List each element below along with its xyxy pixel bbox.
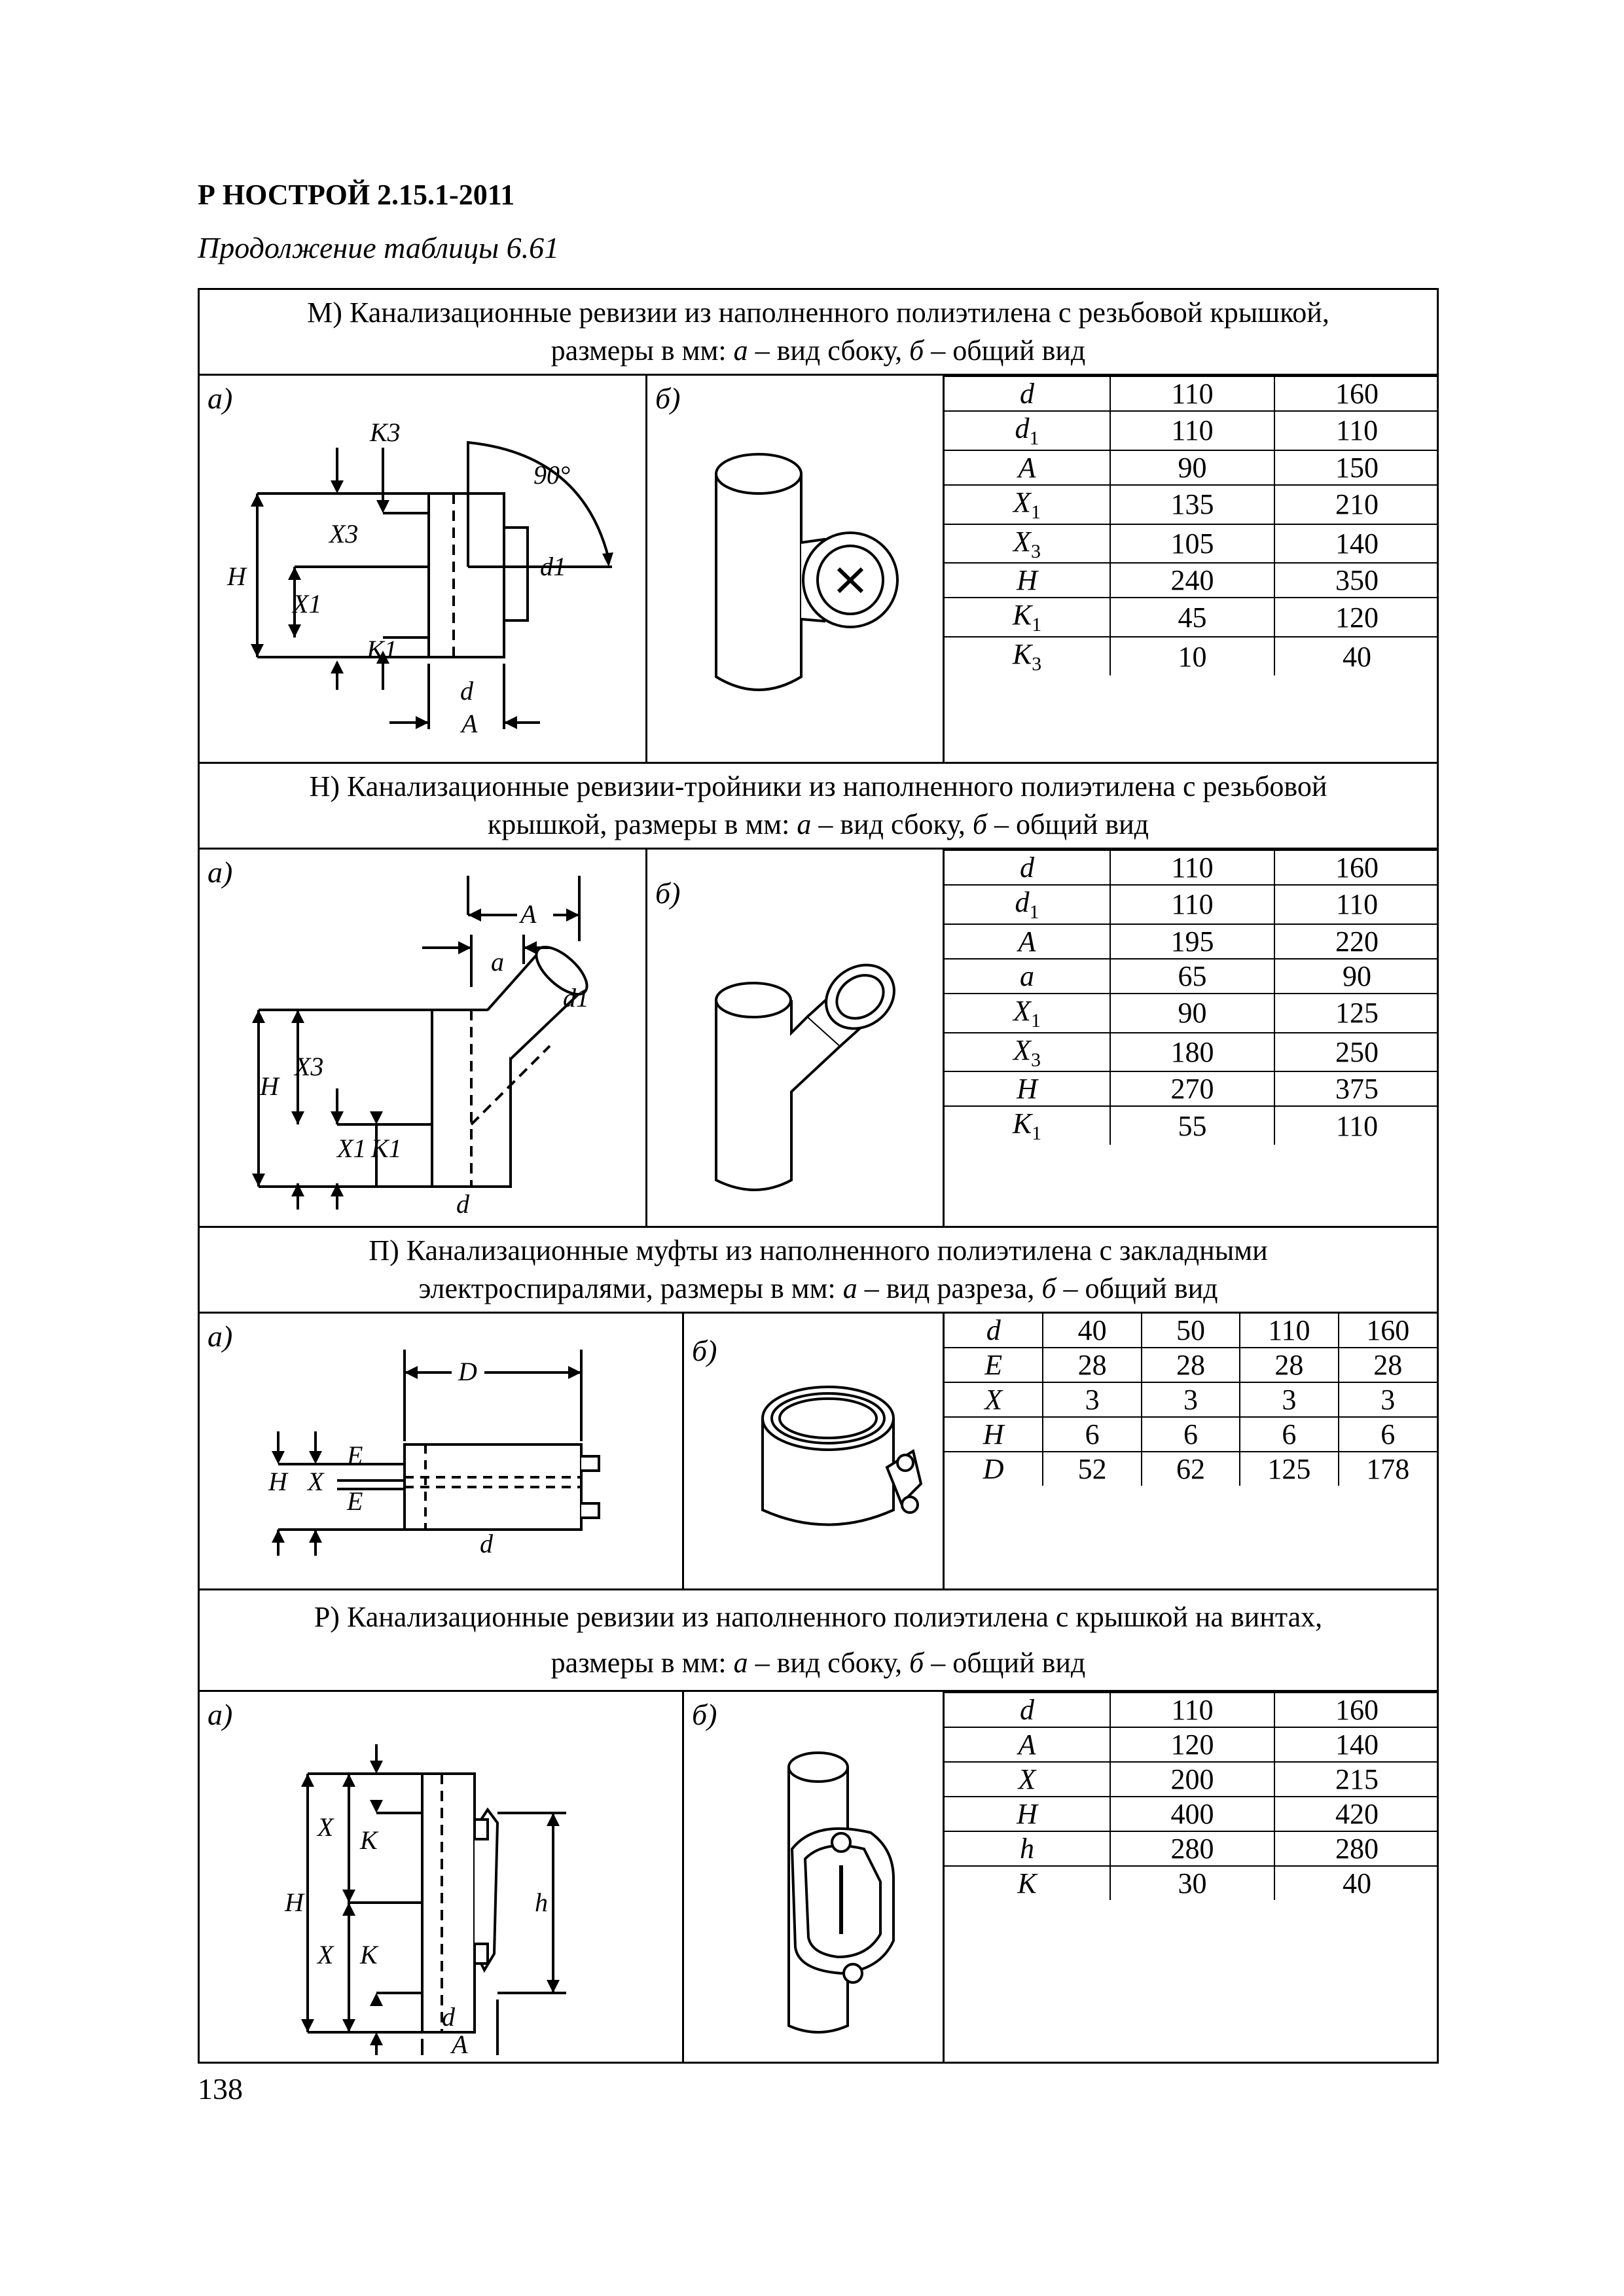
dim-value: 150 bbox=[1274, 450, 1439, 485]
dim-symbol: d bbox=[945, 376, 1110, 411]
dim-symbol: H bbox=[945, 1797, 1110, 1831]
dim-row bbox=[945, 885, 1439, 924]
dim-row bbox=[945, 1452, 1437, 1486]
dim-symbol: H bbox=[945, 1071, 1110, 1106]
dim-value: 110 bbox=[1110, 1693, 1274, 1727]
dim-row bbox=[945, 1831, 1439, 1866]
label-angle: 90° bbox=[533, 460, 570, 490]
dim-value: 120 bbox=[1274, 598, 1439, 637]
dim-value: 110 bbox=[1110, 885, 1274, 924]
label-a: A bbox=[452, 2030, 468, 2058]
dim-value: 350 bbox=[1274, 563, 1439, 598]
section-p-general-view: б) bbox=[683, 1313, 944, 1590]
section-p-title: П) Канализационные муфты из наполненного полиэтилена с закладными электроспиралями, размеры в мм: а – вид разреза, б – общий вид bbox=[199, 1227, 1438, 1313]
dim-symbol: A bbox=[945, 450, 1110, 485]
dim-value: 135 bbox=[1110, 485, 1274, 524]
section-m-general-drawing bbox=[647, 376, 945, 759]
label-k1: K1 bbox=[371, 1134, 402, 1163]
label-d: d bbox=[456, 1189, 469, 1219]
label-x: X bbox=[308, 1467, 324, 1496]
dim-symbol: E bbox=[945, 1348, 1043, 1382]
dim-value: 28 bbox=[1240, 1348, 1338, 1382]
dim-value: 180 bbox=[1110, 1033, 1274, 1072]
dim-value: 195 bbox=[1110, 924, 1274, 959]
dim-symbol: D bbox=[945, 1452, 1043, 1486]
dim-value: 140 bbox=[1274, 524, 1439, 564]
dim-row bbox=[945, 1348, 1437, 1382]
label-e-bot: E bbox=[347, 1486, 363, 1516]
table-continuation-caption: Продолжение таблицы 6.61 bbox=[198, 231, 560, 264]
dim-value: 200 bbox=[1110, 1762, 1274, 1797]
dim-value: 3 bbox=[1043, 1382, 1141, 1417]
dim-row bbox=[945, 1106, 1439, 1145]
dim-value: 55 bbox=[1110, 1106, 1274, 1145]
dim-row bbox=[945, 524, 1439, 564]
dim-value: 110 bbox=[1110, 850, 1274, 885]
section-m-dim-table bbox=[945, 376, 1439, 675]
label-a: A bbox=[461, 709, 478, 738]
dim-value: 270 bbox=[1110, 1071, 1274, 1106]
dim-value: 110 bbox=[1110, 376, 1274, 411]
dim-value: 3 bbox=[1339, 1382, 1437, 1417]
dim-value: 125 bbox=[1240, 1452, 1338, 1486]
dim-value: 52 bbox=[1043, 1452, 1141, 1486]
dim-symbol: d bbox=[945, 1693, 1110, 1727]
dim-value: 62 bbox=[1142, 1452, 1240, 1486]
dim-value: 215 bbox=[1274, 1762, 1439, 1797]
dim-symbol: A bbox=[945, 924, 1110, 959]
dim-value: 420 bbox=[1274, 1797, 1439, 1831]
label-x-bot: X bbox=[317, 1940, 334, 1969]
label-k1: K1 bbox=[367, 635, 397, 664]
section-n-general-drawing bbox=[647, 850, 945, 1223]
dim-symbol: $X_1$ bbox=[945, 485, 1110, 524]
label-k-top: K bbox=[360, 1825, 378, 1855]
dim-value: 90 bbox=[1110, 450, 1274, 485]
dim-value: 3 bbox=[1240, 1382, 1338, 1417]
section-r-title: Р) Канализационные ревизии из наполненного полиэтилена с крышкой на винтах, размеры в мм: а – вид сбоку, б – общий вид bbox=[199, 1590, 1438, 1691]
dim-symbol: $K_1$ bbox=[945, 598, 1110, 637]
section-n-side-view: а) A a d1 X3 H X1 K1 d bbox=[199, 849, 647, 1227]
dim-symbol: X bbox=[945, 1762, 1110, 1797]
dim-row bbox=[945, 637, 1439, 675]
dim-value: 210 bbox=[1274, 485, 1439, 524]
section-m-title: М) Канализационные ревизии из наполненного полиэтилена с резьбовой крышкой, размеры в мм: а – вид сбоку, б – общий вид bbox=[199, 289, 1438, 375]
label-h: H bbox=[260, 1071, 279, 1101]
dim-row bbox=[945, 959, 1439, 994]
dim-value: 400 bbox=[1110, 1797, 1274, 1831]
dim-value: 65 bbox=[1110, 959, 1274, 994]
section-r-general-drawing bbox=[684, 1692, 945, 2058]
dim-value: 28 bbox=[1339, 1348, 1437, 1382]
dim-row bbox=[945, 1797, 1439, 1831]
label-e-top: E bbox=[347, 1441, 363, 1470]
dim-row bbox=[945, 450, 1439, 485]
dim-value: 90 bbox=[1274, 959, 1439, 994]
fittings-table bbox=[198, 288, 1439, 2064]
label-h-small: h bbox=[535, 1888, 548, 1917]
dim-row bbox=[945, 850, 1439, 885]
dim-symbol: h bbox=[945, 1831, 1110, 1866]
dim-row bbox=[945, 1033, 1439, 1072]
dim-value: 160 bbox=[1274, 850, 1439, 885]
dim-value: 110 bbox=[1274, 1106, 1439, 1145]
dim-value: 160 bbox=[1274, 376, 1439, 411]
dim-symbol: $K_3$ bbox=[945, 637, 1110, 675]
dim-value: 6 bbox=[1339, 1417, 1437, 1452]
dim-symbol: $X_3$ bbox=[945, 524, 1110, 564]
dim-symbol: $X_1$ bbox=[945, 994, 1110, 1033]
dim-value: 110 bbox=[1274, 885, 1439, 924]
label-x1: X1 bbox=[293, 589, 322, 619]
dim-value: 50 bbox=[1142, 1314, 1240, 1348]
dim-row bbox=[945, 598, 1439, 637]
section-p-section-view: а) D E H X E d bbox=[199, 1313, 683, 1590]
dim-row bbox=[945, 994, 1439, 1033]
dim-value: 28 bbox=[1043, 1348, 1141, 1382]
dim-value: 6 bbox=[1043, 1417, 1141, 1452]
dim-value: 6 bbox=[1142, 1417, 1240, 1452]
dim-value: 120 bbox=[1110, 1727, 1274, 1762]
dim-symbol: $K_1$ bbox=[945, 1106, 1110, 1145]
section-r-side-view: а) X K H h X K d A bbox=[199, 1691, 683, 2063]
dim-row bbox=[945, 485, 1439, 524]
dim-symbol: a bbox=[945, 959, 1110, 994]
dim-value: 160 bbox=[1274, 1693, 1439, 1727]
label-a-big: A bbox=[520, 899, 537, 929]
dim-value: 40 bbox=[1043, 1314, 1141, 1348]
label-d: d bbox=[442, 2002, 455, 2032]
page-number: 138 bbox=[198, 2072, 243, 2106]
dim-value: 40 bbox=[1274, 637, 1439, 675]
dim-row bbox=[945, 1762, 1439, 1797]
dim-row bbox=[945, 1314, 1437, 1348]
section-m-dimensions bbox=[944, 375, 1438, 763]
section-r-dim-table bbox=[945, 1692, 1439, 1900]
label-d: d bbox=[480, 1529, 493, 1558]
document-id: Р НОСТРОЙ 2.15.1-2011 bbox=[198, 179, 515, 211]
label-d: d bbox=[460, 676, 473, 706]
section-n-title: Н) Канализационные ревизии-тройники из наполненного полиэтилена с резьбовой крышкой, размеры в мм: а – вид сбоку, б – общий вид bbox=[199, 763, 1438, 849]
section-r-general-view: б) bbox=[683, 1691, 944, 2063]
dim-value: 45 bbox=[1110, 598, 1274, 637]
dim-row bbox=[945, 1693, 1439, 1727]
dim-symbol: X bbox=[945, 1382, 1043, 1417]
section-n-general-view: б) bbox=[647, 849, 944, 1227]
dim-value: 105 bbox=[1110, 524, 1274, 564]
section-m-side-view: а) K3 90° X3 H d1 X1 K1 d A bbox=[199, 375, 647, 763]
dim-value: 40 bbox=[1274, 1866, 1439, 1900]
dim-value: 240 bbox=[1110, 563, 1274, 598]
dim-value: 90 bbox=[1110, 994, 1274, 1033]
dim-row bbox=[945, 1866, 1439, 1900]
section-m-general-view: б) bbox=[647, 375, 944, 763]
dim-value: 3 bbox=[1142, 1382, 1240, 1417]
section-r-dimensions bbox=[944, 1691, 1438, 2063]
dim-value: 280 bbox=[1274, 1831, 1439, 1866]
dim-symbol: $d_1$ bbox=[945, 411, 1110, 450]
label-d-big: D bbox=[458, 1357, 477, 1386]
label-x1: X1 bbox=[337, 1134, 367, 1163]
dim-value: 125 bbox=[1274, 994, 1439, 1033]
dim-symbol: $X_3$ bbox=[945, 1033, 1110, 1072]
dim-symbol: $d_1$ bbox=[945, 885, 1110, 924]
section-r-side-drawing bbox=[200, 1692, 684, 2058]
dim-value: 6 bbox=[1240, 1417, 1338, 1452]
label-a-small: a bbox=[491, 947, 504, 977]
dim-value: 178 bbox=[1339, 1452, 1437, 1486]
dim-row bbox=[945, 376, 1439, 411]
dim-row bbox=[945, 411, 1439, 450]
section-n-dim-table bbox=[945, 850, 1439, 1145]
dim-value: 375 bbox=[1274, 1071, 1439, 1106]
label-x3: X3 bbox=[295, 1052, 324, 1081]
dim-value: 280 bbox=[1110, 1831, 1274, 1866]
dim-value: 30 bbox=[1110, 1866, 1274, 1900]
dim-value: 110 bbox=[1240, 1314, 1338, 1348]
section-p-dimensions bbox=[944, 1313, 1438, 1590]
label-x-top: X bbox=[317, 1812, 334, 1842]
section-m-side-drawing bbox=[200, 376, 647, 759]
dim-symbol: H bbox=[945, 563, 1110, 598]
section-p-section-drawing bbox=[200, 1314, 684, 1585]
dim-value: 140 bbox=[1274, 1727, 1439, 1762]
label-k3: K3 bbox=[370, 418, 401, 447]
dim-row bbox=[945, 563, 1439, 598]
dim-symbol: d bbox=[945, 850, 1110, 885]
label-h: H bbox=[227, 562, 246, 591]
section-n-dimensions bbox=[944, 849, 1438, 1227]
dim-value: 110 bbox=[1274, 411, 1439, 450]
dim-row bbox=[945, 924, 1439, 959]
dim-row bbox=[945, 1071, 1439, 1106]
dim-value: 160 bbox=[1339, 1314, 1437, 1348]
label-d1: d1 bbox=[563, 983, 589, 1013]
dim-symbol: K bbox=[945, 1866, 1110, 1900]
label-x3: X3 bbox=[329, 519, 359, 548]
label-h: H bbox=[285, 1888, 304, 1917]
label-h: H bbox=[268, 1467, 287, 1496]
label-k-bot: K bbox=[360, 1940, 378, 1969]
dim-value: 28 bbox=[1142, 1348, 1240, 1382]
dim-row bbox=[945, 1727, 1439, 1762]
dim-value: 110 bbox=[1110, 411, 1274, 450]
section-n-side-drawing bbox=[200, 850, 647, 1223]
dim-row bbox=[945, 1417, 1437, 1452]
dim-symbol: d bbox=[945, 1314, 1043, 1348]
dim-symbol: H bbox=[945, 1417, 1043, 1452]
dim-value: 220 bbox=[1274, 924, 1439, 959]
dim-symbol: A bbox=[945, 1727, 1110, 1762]
dim-value: 250 bbox=[1274, 1033, 1439, 1072]
dim-value: 10 bbox=[1110, 637, 1274, 675]
section-p-general-drawing bbox=[684, 1314, 945, 1585]
section-p-dim-table bbox=[945, 1314, 1437, 1486]
dim-row bbox=[945, 1382, 1437, 1417]
label-d1: d1 bbox=[540, 552, 566, 581]
